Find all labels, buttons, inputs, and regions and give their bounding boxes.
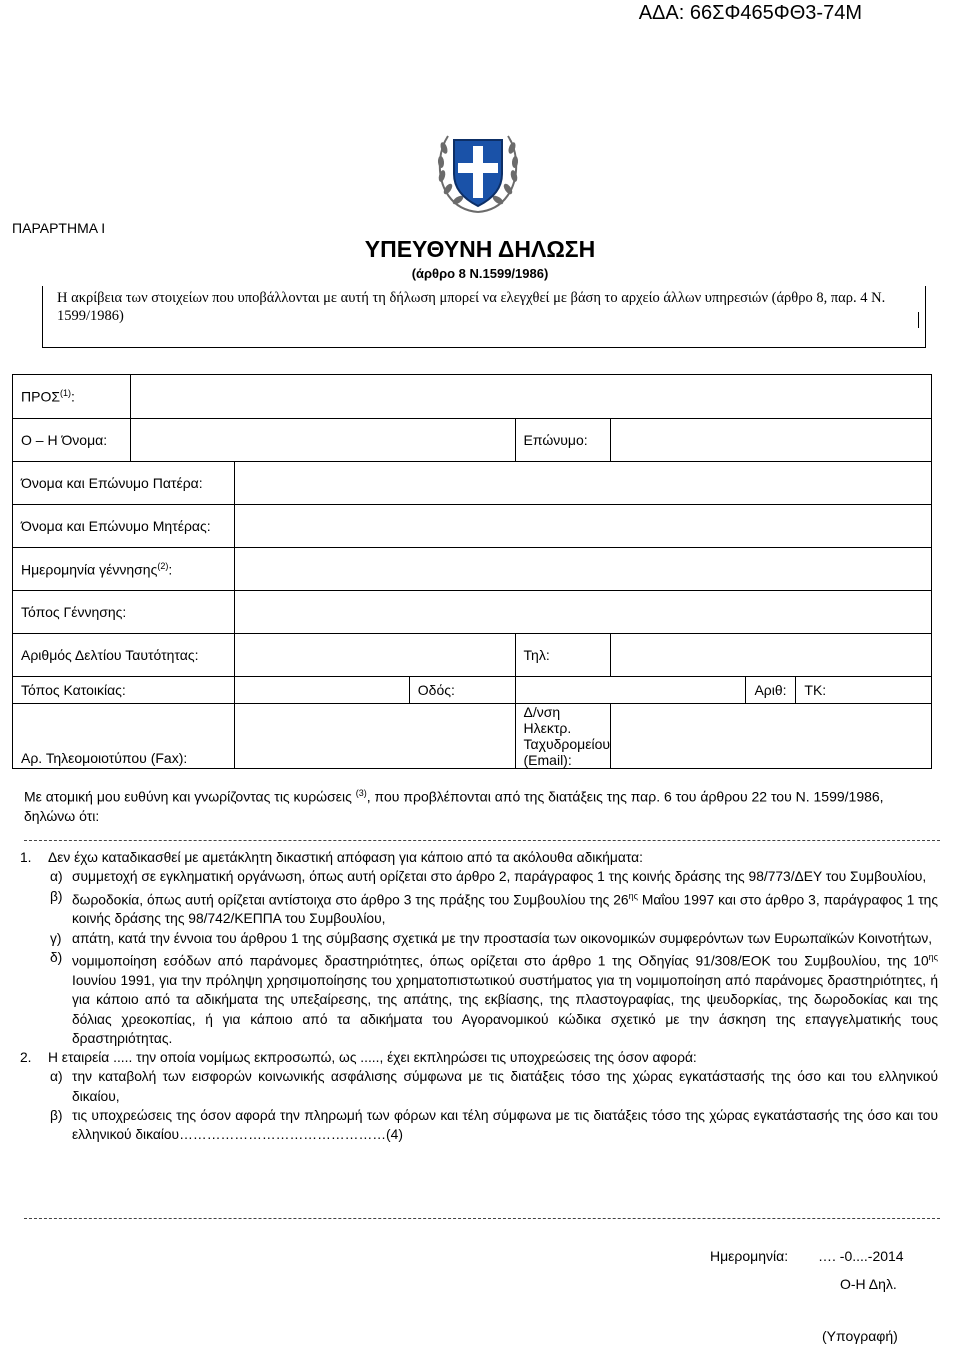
residence-label: Τόπος Κατοικίας: [13, 677, 235, 704]
id-number-field[interactable] [234, 634, 515, 677]
postcode-label: ΤΚ: [796, 677, 932, 704]
declaration-items [20, 848, 938, 1145]
list-item: 2. Η εταιρεία ..... την οποία νομίμως εκπροσωπώ, ως ....., έχει εκπληρώσει τις υποχρεώσεις της όσον αφορά: [20, 1050, 697, 1066]
email-label: Δ/νση Ηλεκτρ. Ταχυδρομείου (Email): [515, 704, 611, 769]
phone-label: Τηλ: [515, 634, 611, 677]
accuracy-notice: Η ακρίβεια των στοιχείων που υποβάλλονται με αυτή τη δήλωση μπορεί να ελεγχθεί με βάση το αρχείο άλλων υπηρεσιών (άρθρο 8, παρ. 4 Ν. 1599/1986) [42, 286, 926, 348]
page-subtitle: (άρθρο 8 Ν.1599/1986) [411, 266, 549, 281]
page-title: ΥΠΕΥΘΥΝΗ ΔΗΛΩΣΗ [364, 236, 596, 262]
father-name-field[interactable] [234, 462, 932, 505]
birthdate-label: Ημερομηνία γέννησης$^{(2)}$: [13, 548, 235, 591]
number-label: Αριθ: [746, 677, 796, 704]
mother-name-label: Όνομα και Επώνυμο Μητέρας: [13, 505, 235, 548]
father-name-label: Όνομα και Επώνυμο Πατέρα: [13, 462, 235, 505]
street-label: Οδός: [409, 677, 515, 704]
surname-field[interactable] [611, 419, 932, 462]
declarant-form [12, 374, 932, 769]
id-number-label: Αριθμός Δελτίου Ταυτότητας: [13, 634, 235, 677]
separator-line [24, 1218, 940, 1219]
surname-label: Επώνυμο: [515, 419, 611, 462]
signer-label: Ο-Η Δηλ. [840, 1276, 897, 1292]
mother-name-field[interactable] [234, 505, 932, 548]
list-item: δ) νομιμοποίηση εσόδων από παράνομες δραστηριότητες, όπως ορίζεται στο άρθρο 1 της Οδηγίας 91/308/ΕΟΚ του Συμβουλίου, της $10^{\eta\varsigma}$ Ιουνίου 1991, για την πρόληψη χρησιμοποίησης του χρηματοπιστωτικού συστήματος για τη νομιμοποίηση από παράνομες δραστηριότητες, ή για κάποιο από τα αδικήματα της υπεξαίρεσης, της απάτης, της εκβίασης, της πλαστογραφίας, της ψευδορκίας, της δωροδοκίας και της δόλιας χρεοκοπίας, ή για κάποιο από τα αδικήματα του Αγορανομικού κώδικα σχετικό με την άσκηση της επαγγελματικής τους δραστηριότητας. [50, 950, 938, 1046]
fax-field[interactable] [234, 704, 515, 769]
name-field[interactable] [130, 419, 515, 462]
date-value[interactable]: …. -0....-2014 [818, 1248, 904, 1264]
separator-line [24, 840, 940, 841]
name-label: Ο – Η Όνομα: [13, 419, 131, 462]
list-item: α) συμμετοχή σε εγκληματική οργάνωση, όπως αυτή ορίζεται στο άρθρο 2, παράγραφος 1 της κοινής δράσης της 98/773/ΔΕΥ του Συμβουλίου, [50, 869, 927, 885]
birthdate-field[interactable] [234, 548, 932, 591]
residence-field[interactable] [234, 677, 409, 704]
date-label: Ημερομηνία: [710, 1248, 789, 1264]
fax-label: Αρ. Τηλεομοιοτύπου (Fax): [13, 704, 235, 769]
list-item: β) δωροδοκία, όπως αυτή ορίζεται αντίστοιχα στο άρθρο 3 της πράξης του Συμβουλίου της $26^{\eta\varsigma}$ Μαΐου 1997 και στο άρθρο 3, παράγραφος 1 της κοινής δράσης της 98/742/ΚΕΠΠΑ του Συμβουλίου, [50, 888, 938, 927]
declaration-intro: Με ατομική μου ευθύνη και γνωρίζοντας τις κυρώσεις $^{(3)}$, που προβλέπονται από της διατάξεις της παρ. 6 του άρθρου 22 του Ν. 1599/1986, δηλώνω ότι: [24, 788, 884, 824]
phone-field[interactable] [611, 634, 932, 677]
list-item: β) τις υποχρεώσεις της όσον αφορά την πληρωμή των φόρων και τέλη σύμφωνα με τις διατάξεις τόσο της χώρας εγκατάστασής της όσο και του ελληνικού δικαίου………………………………………(4) [50, 1108, 938, 1143]
list-item: 1. Δεν έχω καταδικασθεί με αμετάκλητη δικαστική απόφαση για κάποιο από τα ακόλουθα αδικήματα: [20, 850, 643, 865]
list-item: γ) απάτη, κατά την έννοια του άρθρου 1 της σύμβασης σχετικά με την προστασία των οικονομικών συμφερόντων των Ευρωπαϊκών Κοινοτήτων, [50, 930, 933, 946]
to-label: ΠΡΟΣ$^{(1)}$: [13, 375, 131, 419]
signature-label: (Υπογραφή) [822, 1328, 898, 1344]
street-field[interactable] [515, 677, 746, 704]
email-field[interactable] [611, 704, 932, 769]
birthplace-label: Τόπος Γέννησης: [13, 591, 235, 634]
list-item: α) την καταβολή των εισφορών κοινωνικής ασφάλισης σύμφωνα με τις διατάξεις τόσο της χώρας εγκατάστασής της όσο και του ελληνικού δικαίου, [50, 1069, 938, 1104]
ada-code: ΑΔΑ: 66ΣΦ465ΦΘ3-74Μ [638, 2, 862, 24]
greek-coat-of-arms-icon [432, 126, 524, 218]
birthplace-field[interactable] [234, 591, 932, 634]
to-field[interactable] [130, 375, 931, 419]
annex-label: ΠΑΡΑΡΤΗΜΑ Ι [12, 220, 106, 236]
